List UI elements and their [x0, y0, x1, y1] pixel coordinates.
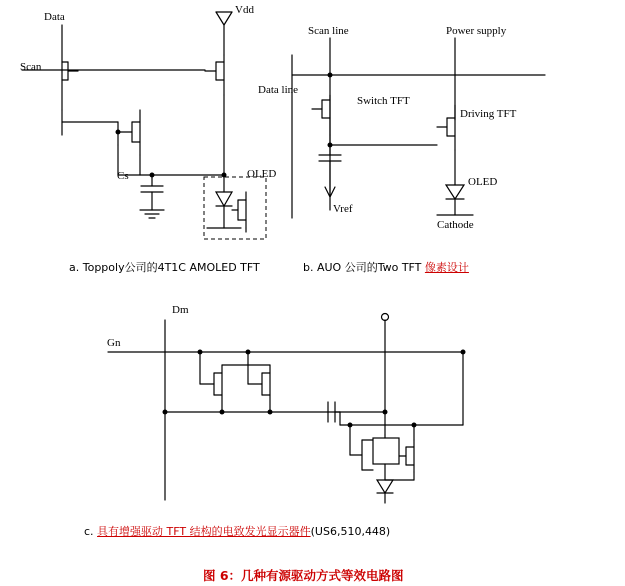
panel-c-label-gn: Gn — [107, 337, 121, 349]
panel-a-node-cs — [150, 173, 155, 178]
panel-b-oled-diode — [446, 185, 464, 199]
panel-c-node-t4top — [412, 423, 417, 428]
panel-b-node-switch-top — [328, 73, 333, 78]
panel-b-label-power-supply: Power supply — [446, 25, 507, 37]
panel-c-node-dm — [163, 410, 168, 415]
panel-c-node-t2b — [268, 410, 273, 415]
panel-a-label-vdd: Vdd — [235, 4, 254, 16]
panel-a-oled-diode — [216, 192, 232, 206]
panel-a-vdd-arrow — [216, 12, 232, 25]
panel-b-label-data-line: Data line — [258, 84, 299, 96]
panel-c-node-gn2 — [246, 350, 251, 355]
panel-a-oled-dashed-box — [204, 177, 266, 239]
panel-a-label-oled: OLED — [247, 168, 277, 180]
panel-b-label-oled: OLED — [468, 176, 498, 188]
panel-c-node-gn1 — [198, 350, 203, 355]
panel-b-label-vref: Vref — [333, 203, 353, 215]
panel-b-label-scan-line: Scan line — [308, 25, 349, 37]
panel-b-caption-prefix: b. AUO 公司的Two TFT — [303, 261, 425, 274]
panel-c-node-gn3 — [461, 350, 466, 355]
panel-c-node-cap-out — [348, 423, 353, 428]
figure-title: 图 6：几种有源驱动方式等效电路图 — [203, 568, 404, 583]
panel-c-node-t1b — [220, 410, 225, 415]
panel-c-label-dm: Dm — [172, 304, 189, 316]
panel-b-label-driving-tft: Driving TFT — [460, 108, 517, 120]
panel-b-caption-highlight: 像素设计 — [424, 261, 469, 274]
panel-b-label-cathode: Cathode — [437, 219, 474, 231]
panel-a-label-scan: Scan — [20, 61, 42, 73]
panel-c-oled-diode — [377, 480, 393, 493]
panel-b-label-switch-tft: Switch TFT — [357, 95, 410, 107]
panel-a-label-data: Data — [44, 11, 65, 23]
panel-c-caption-prefix: c. — [84, 525, 98, 538]
panel-a-label-cs: Cs — [117, 170, 129, 182]
panel-a-caption: a. Toppoly公司的4T1C AMOLED TFT — [69, 261, 260, 274]
panel-c-caption-suffix: (US6,510,448) — [310, 525, 391, 538]
panel-b-node-gate — [328, 143, 333, 148]
panel-c-caption — [84, 523, 390, 539]
panel-c-caption-highlight: 具有增强驱动 TFT 结构的电致发光显示器件 — [97, 525, 311, 538]
panel-b-caption — [303, 259, 469, 275]
panel-c-t3-body — [373, 438, 399, 464]
panel-c-node-right — [383, 410, 388, 415]
